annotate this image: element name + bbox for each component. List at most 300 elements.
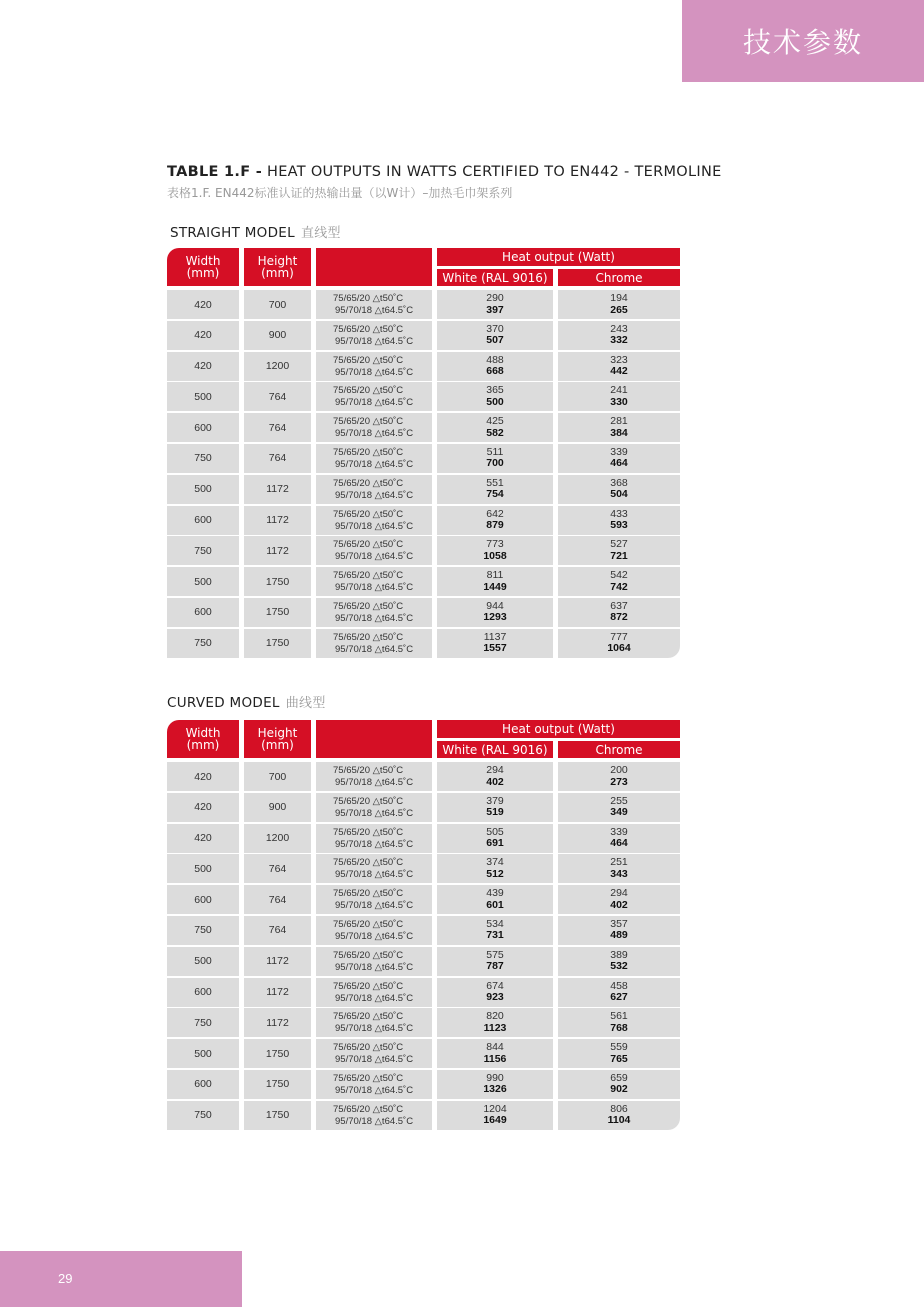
width-cell: 750 — [167, 536, 239, 565]
height-column-header — [244, 248, 311, 286]
table-row — [167, 947, 680, 978]
conditions-column-header — [316, 248, 432, 286]
white-output-64: 1123 — [483, 1021, 507, 1034]
conditions-cell — [316, 1070, 432, 1099]
chrome-output-64: 593 — [610, 519, 628, 532]
conditions-cell — [316, 762, 432, 791]
white-output-50: 642 — [486, 507, 504, 520]
condition-line-1: 75/65/20 △t50˚C — [333, 857, 404, 869]
white-output-cell — [437, 413, 553, 442]
white-output-50: 290 — [486, 292, 504, 304]
chrome-output-50: 637 — [610, 599, 628, 612]
condition-line-2: 95/70/18 △t64.5˚C — [335, 961, 414, 973]
chrome-output-50: 339 — [610, 445, 628, 458]
width-cell: 420 — [167, 824, 239, 853]
white-output-cell — [437, 382, 553, 411]
width-cell: 420 — [167, 321, 239, 350]
height-column-header — [244, 720, 311, 758]
white-output-64: 500 — [486, 395, 504, 408]
white-output-50: 511 — [486, 445, 504, 458]
condition-line-1: 75/65/20 △t50˚C — [333, 1042, 404, 1054]
chrome-output-50: 433 — [610, 507, 628, 520]
chrome-output-50: 368 — [610, 476, 628, 489]
white-output-cell — [437, 629, 553, 658]
chrome-output-cell — [558, 321, 680, 350]
chrome-output-cell — [558, 567, 680, 596]
white-output-cell — [437, 290, 553, 319]
table-row — [167, 536, 680, 567]
table-header — [167, 248, 680, 286]
chrome-output-50: 458 — [610, 979, 628, 992]
chrome-output-cell — [558, 352, 680, 381]
curved-model-title: CURVED MODEL — [167, 695, 280, 711]
condition-line-2: 95/70/18 △t64.5˚C — [335, 520, 414, 532]
condition-line-2: 95/70/18 △t64.5˚C — [335, 869, 414, 881]
chrome-output-64: 402 — [610, 898, 628, 911]
white-output-cell — [437, 598, 553, 627]
conditions-cell — [316, 885, 432, 914]
white-output-cell — [437, 885, 553, 914]
curved-table-body — [167, 762, 680, 1132]
condition-line-2: 95/70/18 △t64.5˚C — [335, 458, 414, 470]
chrome-output-64: 627 — [610, 991, 628, 1004]
chrome-output-64: 489 — [610, 929, 628, 942]
conditions-cell — [316, 352, 432, 381]
height-cell: 1750 — [244, 629, 311, 658]
width-cell: 420 — [167, 290, 239, 319]
condition-line-2: 95/70/18 △t64.5˚C — [335, 900, 414, 912]
chrome-output-50: 251 — [610, 856, 628, 869]
width-cell: 600 — [167, 978, 239, 1007]
condition-line-2: 95/70/18 △t64.5˚C — [335, 366, 414, 378]
table-row — [167, 382, 680, 413]
chrome-output-64: 464 — [610, 457, 628, 470]
chrome-output-50: 357 — [610, 917, 628, 930]
condition-line-2: 95/70/18 △t64.5˚C — [335, 838, 414, 850]
width-cell: 500 — [167, 1039, 239, 1068]
table-row — [167, 1101, 680, 1132]
white-output-cell — [437, 567, 553, 596]
height-cell: 1750 — [244, 1070, 311, 1099]
condition-line-1: 75/65/20 △t50˚C — [333, 949, 404, 961]
chrome-output-64: 442 — [610, 365, 628, 378]
conditions-cell — [316, 382, 432, 411]
height-cell: 1200 — [244, 352, 311, 381]
height-unit: (mm) — [261, 738, 294, 752]
chrome-output-50: 527 — [610, 538, 628, 551]
white-output-cell — [437, 352, 553, 381]
white-output-50: 1137 — [483, 630, 507, 643]
white-output-cell — [437, 1070, 553, 1099]
white-output-50: 294 — [486, 764, 504, 776]
chrome-output-64: 768 — [610, 1021, 628, 1034]
white-output-cell — [437, 854, 553, 883]
straight-model-title-cn: 直线型 — [300, 226, 341, 241]
white-output-50: 990 — [486, 1071, 504, 1084]
heat-output-header: Heat output (Watt) — [437, 248, 680, 266]
width-cell: 750 — [167, 916, 239, 945]
straight-table-body — [167, 290, 680, 660]
condition-line-2: 95/70/18 △t64.5˚C — [335, 643, 414, 655]
height-cell: 764 — [244, 916, 311, 945]
chrome-column-header: Chrome — [558, 741, 680, 758]
white-output-50: 820 — [486, 1010, 504, 1023]
white-column-header: White (RAL 9016) — [437, 269, 553, 286]
conditions-cell — [316, 598, 432, 627]
white-output-cell — [437, 536, 553, 565]
chrome-output-64: 1064 — [607, 642, 631, 655]
page-footer — [0, 1251, 242, 1307]
height-cell: 764 — [244, 444, 311, 473]
condition-line-2: 95/70/18 △t64.5˚C — [335, 305, 414, 316]
height-cell: 1750 — [244, 1101, 311, 1130]
width-cell: 420 — [167, 352, 239, 381]
condition-line-1: 75/65/20 △t50˚C — [333, 385, 404, 397]
chrome-output-50: 281 — [610, 415, 628, 428]
width-cell: 600 — [167, 506, 239, 535]
conditions-cell — [316, 1008, 432, 1037]
chrome-output-cell — [558, 444, 680, 473]
height-cell: 764 — [244, 382, 311, 411]
white-output-64: 1649 — [483, 1114, 507, 1127]
width-cell: 500 — [167, 854, 239, 883]
white-output-64: 700 — [486, 457, 504, 470]
width-cell: 500 — [167, 947, 239, 976]
width-cell: 600 — [167, 413, 239, 442]
straight-model-heading — [170, 222, 341, 241]
white-output-cell — [437, 506, 553, 535]
width-cell: 750 — [167, 629, 239, 658]
white-output-64: 879 — [486, 519, 504, 532]
conditions-cell — [316, 475, 432, 504]
height-cell: 700 — [244, 290, 311, 319]
condition-line-1: 75/65/20 △t50˚C — [333, 416, 404, 428]
height-cell: 1172 — [244, 1008, 311, 1037]
conditions-cell — [316, 444, 432, 473]
chrome-output-cell — [558, 854, 680, 883]
condition-line-1: 75/65/20 △t50˚C — [333, 570, 404, 582]
chrome-output-cell — [558, 762, 680, 791]
white-output-50: 425 — [486, 415, 504, 428]
white-output-50: 944 — [486, 599, 504, 612]
condition-line-1: 75/65/20 △t50˚C — [333, 477, 404, 489]
white-output-cell — [437, 444, 553, 473]
table-row — [167, 854, 680, 885]
width-cell: 750 — [167, 1101, 239, 1130]
table-title-text: HEAT OUTPUTS IN WATTS CERTIFIED TO EN442 - TERMOLINE — [262, 164, 722, 180]
chrome-output-64: 384 — [610, 426, 628, 439]
conditions-cell — [316, 567, 432, 596]
chrome-output-50: 659 — [610, 1071, 628, 1084]
chrome-output-64: 332 — [610, 334, 628, 347]
white-output-50: 505 — [486, 825, 504, 838]
conditions-cell — [316, 916, 432, 945]
white-output-64: 397 — [486, 303, 504, 316]
white-output-50: 551 — [486, 476, 504, 489]
white-output-50: 488 — [486, 353, 504, 366]
width-cell: 500 — [167, 475, 239, 504]
condition-line-2: 95/70/18 △t64.5˚C — [335, 1115, 414, 1127]
white-output-cell — [437, 1008, 553, 1037]
height-cell: 1172 — [244, 978, 311, 1007]
conditions-cell — [316, 947, 432, 976]
chrome-output-cell — [558, 536, 680, 565]
width-cell: 420 — [167, 762, 239, 791]
table-title-prefix: TABLE 1.F - — [167, 164, 263, 180]
conditions-cell — [316, 536, 432, 565]
condition-line-2: 95/70/18 △t64.5˚C — [335, 612, 414, 624]
conditions-cell — [316, 1039, 432, 1068]
white-output-64: 731 — [486, 929, 504, 942]
condition-line-2: 95/70/18 △t64.5˚C — [335, 1084, 414, 1096]
condition-line-1: 75/65/20 △t50˚C — [333, 446, 404, 458]
chrome-output-50: 542 — [610, 569, 628, 582]
width-cell: 750 — [167, 444, 239, 473]
table-row — [167, 506, 680, 537]
white-output-50: 370 — [486, 322, 504, 335]
condition-line-2: 95/70/18 △t64.5˚C — [335, 397, 414, 409]
chrome-output-cell — [558, 885, 680, 914]
condition-line-2: 95/70/18 △t64.5˚C — [335, 1023, 414, 1035]
chrome-output-50: 294 — [610, 887, 628, 900]
condition-line-1: 75/65/20 △t50˚C — [333, 1103, 404, 1115]
width-cell: 750 — [167, 1008, 239, 1037]
curved-model-title-cn: 曲线型 — [285, 696, 326, 711]
condition-line-2: 95/70/18 △t64.5˚C — [335, 551, 414, 563]
white-output-64: 601 — [486, 898, 504, 911]
height-cell: 1200 — [244, 824, 311, 853]
white-output-50: 811 — [486, 569, 504, 582]
white-output-cell — [437, 947, 553, 976]
width-cell: 500 — [167, 382, 239, 411]
white-output-cell — [437, 762, 553, 791]
width-unit: (mm) — [186, 266, 220, 280]
chrome-output-cell — [558, 475, 680, 504]
conditions-cell — [316, 506, 432, 535]
table-row — [167, 352, 680, 383]
white-output-50: 1204 — [483, 1102, 507, 1115]
conditions-cell — [316, 629, 432, 658]
white-output-64: 1156 — [483, 1052, 507, 1065]
chrome-output-50: 806 — [610, 1102, 628, 1115]
white-output-cell — [437, 978, 553, 1007]
chrome-output-64: 273 — [610, 775, 628, 788]
height-cell: 1172 — [244, 536, 311, 565]
white-output-64: 507 — [486, 334, 504, 347]
height-cell: 764 — [244, 854, 311, 883]
chrome-output-64: 349 — [610, 806, 628, 819]
height-label: Height — [257, 254, 298, 268]
chrome-output-cell — [558, 916, 680, 945]
table-row — [167, 1008, 680, 1039]
white-output-50: 439 — [486, 887, 504, 900]
width-cell: 600 — [167, 1070, 239, 1099]
condition-line-1: 75/65/20 △t50˚C — [333, 980, 404, 992]
white-output-50: 773 — [486, 538, 504, 551]
chrome-output-cell — [558, 1008, 680, 1037]
chrome-output-64: 330 — [610, 395, 628, 408]
height-cell: 1172 — [244, 947, 311, 976]
white-output-50: 374 — [486, 856, 504, 869]
condition-line-1: 75/65/20 △t50˚C — [333, 354, 404, 366]
chrome-output-cell — [558, 947, 680, 976]
width-label: Width — [185, 254, 221, 268]
condition-line-1: 75/65/20 △t50˚C — [333, 600, 404, 612]
chrome-output-cell — [558, 824, 680, 853]
chrome-output-cell — [558, 793, 680, 822]
curved-model-heading — [167, 692, 326, 711]
table-row — [167, 567, 680, 598]
height-cell: 900 — [244, 321, 311, 350]
table-row — [167, 762, 680, 793]
white-output-cell — [437, 321, 553, 350]
white-output-cell — [437, 1101, 553, 1130]
white-output-cell — [437, 475, 553, 504]
height-cell: 1750 — [244, 1039, 311, 1068]
white-output-50: 575 — [486, 948, 504, 961]
width-unit: (mm) — [186, 738, 220, 752]
chrome-output-cell — [558, 382, 680, 411]
table-header — [167, 720, 680, 758]
table-row — [167, 444, 680, 475]
width-cell: 600 — [167, 598, 239, 627]
height-cell: 900 — [244, 793, 311, 822]
chrome-output-cell — [558, 598, 680, 627]
chrome-output-64: 902 — [610, 1083, 628, 1096]
height-cell: 1750 — [244, 598, 311, 627]
height-cell: 1172 — [244, 475, 311, 504]
chrome-output-64: 504 — [610, 488, 628, 501]
height-cell: 1750 — [244, 567, 311, 596]
width-label: Width — [185, 726, 221, 740]
white-output-64: 668 — [486, 365, 504, 378]
chrome-output-cell — [558, 1039, 680, 1068]
chrome-output-cell — [558, 290, 680, 319]
white-column-header: White (RAL 9016) — [437, 741, 553, 758]
chrome-output-50: 561 — [610, 1010, 628, 1023]
chrome-output-50: 323 — [610, 353, 628, 366]
chrome-output-64: 464 — [610, 837, 628, 850]
table-row — [167, 1039, 680, 1070]
white-output-50: 844 — [486, 1041, 504, 1054]
chrome-output-64: 872 — [610, 611, 628, 624]
table-row — [167, 413, 680, 444]
chrome-output-64: 343 — [610, 867, 628, 880]
table-row — [167, 824, 680, 855]
conditions-cell — [316, 413, 432, 442]
white-output-cell — [437, 793, 553, 822]
condition-line-2: 95/70/18 △t64.5˚C — [335, 807, 414, 819]
chrome-output-64: 742 — [610, 580, 628, 593]
table-row — [167, 1070, 680, 1101]
condition-line-2: 95/70/18 △t64.5˚C — [335, 428, 414, 440]
white-output-64: 923 — [486, 991, 504, 1004]
white-output-64: 1557 — [483, 642, 507, 655]
section-tab: 技术参数 — [682, 0, 924, 82]
height-cell: 1172 — [244, 506, 311, 535]
chrome-column-header: Chrome — [558, 269, 680, 286]
chrome-output-cell — [558, 629, 680, 658]
white-output-50: 534 — [486, 917, 504, 930]
condition-line-1: 75/65/20 △t50˚C — [333, 826, 404, 838]
width-cell: 600 — [167, 885, 239, 914]
conditions-cell — [316, 321, 432, 350]
white-output-64: 787 — [486, 960, 504, 973]
chrome-output-cell — [558, 978, 680, 1007]
chrome-output-50: 241 — [610, 384, 628, 397]
white-output-cell — [437, 916, 553, 945]
white-output-64: 1293 — [483, 611, 507, 624]
table-row — [167, 885, 680, 916]
condition-line-1: 75/65/20 △t50˚C — [333, 539, 404, 551]
condition-line-2: 95/70/18 △t64.5˚C — [335, 777, 414, 788]
height-cell: 700 — [244, 762, 311, 791]
chrome-output-64: 765 — [610, 1052, 628, 1065]
chrome-output-cell — [558, 413, 680, 442]
height-unit: (mm) — [261, 266, 294, 280]
page-number: 29 — [58, 1271, 73, 1286]
white-output-64: 691 — [486, 837, 504, 850]
white-output-64: 1058 — [483, 549, 507, 562]
condition-line-1: 75/65/20 △t50˚C — [333, 508, 404, 520]
conditions-cell — [316, 854, 432, 883]
chrome-output-50: 200 — [610, 764, 628, 776]
conditions-cell — [316, 290, 432, 319]
chrome-output-64: 1104 — [607, 1114, 631, 1127]
condition-line-1: 75/65/20 △t50˚C — [333, 1072, 404, 1084]
conditions-cell — [316, 1101, 432, 1130]
height-label: Height — [257, 726, 298, 740]
conditions-column-header — [316, 720, 432, 758]
white-output-64: 582 — [486, 426, 504, 439]
chrome-output-50: 559 — [610, 1041, 628, 1054]
condition-line-2: 95/70/18 △t64.5˚C — [335, 1054, 414, 1066]
width-cell: 420 — [167, 793, 239, 822]
chrome-output-cell — [558, 506, 680, 535]
table-title — [167, 164, 722, 180]
condition-line-1: 75/65/20 △t50˚C — [333, 323, 404, 335]
chrome-output-50: 777 — [610, 630, 628, 643]
white-output-64: 1326 — [483, 1083, 507, 1096]
chrome-output-50: 339 — [610, 825, 628, 838]
chrome-output-50: 389 — [610, 948, 628, 961]
condition-line-2: 95/70/18 △t64.5˚C — [335, 582, 414, 594]
table-row — [167, 290, 680, 321]
white-output-50: 379 — [486, 794, 504, 807]
white-output-64: 402 — [486, 775, 504, 788]
straight-model-title: STRAIGHT MODEL — [170, 225, 295, 241]
white-output-64: 754 — [486, 488, 504, 501]
condition-line-2: 95/70/18 △t64.5˚C — [335, 992, 414, 1004]
conditions-cell — [316, 793, 432, 822]
condition-line-1: 75/65/20 △t50˚C — [333, 795, 404, 807]
chrome-output-64: 532 — [610, 960, 628, 973]
width-column-header — [167, 720, 239, 758]
condition-line-2: 95/70/18 △t64.5˚C — [335, 489, 414, 501]
chrome-output-cell — [558, 1101, 680, 1130]
table-row — [167, 793, 680, 824]
straight-model-table — [167, 248, 680, 660]
condition-line-1: 75/65/20 △t50˚C — [333, 918, 404, 930]
white-output-64: 519 — [486, 806, 504, 819]
chrome-output-64: 721 — [610, 549, 628, 562]
table-title-chinese: 表格1.F. EN442标准认证的热输出量（以W计）–加热毛巾架系列 — [167, 186, 513, 200]
condition-line-1: 75/65/20 △t50˚C — [333, 631, 404, 643]
white-output-64: 1449 — [483, 580, 507, 593]
condition-line-2: 95/70/18 △t64.5˚C — [335, 335, 414, 347]
table-row — [167, 321, 680, 352]
condition-line-2: 95/70/18 △t64.5˚C — [335, 930, 414, 942]
